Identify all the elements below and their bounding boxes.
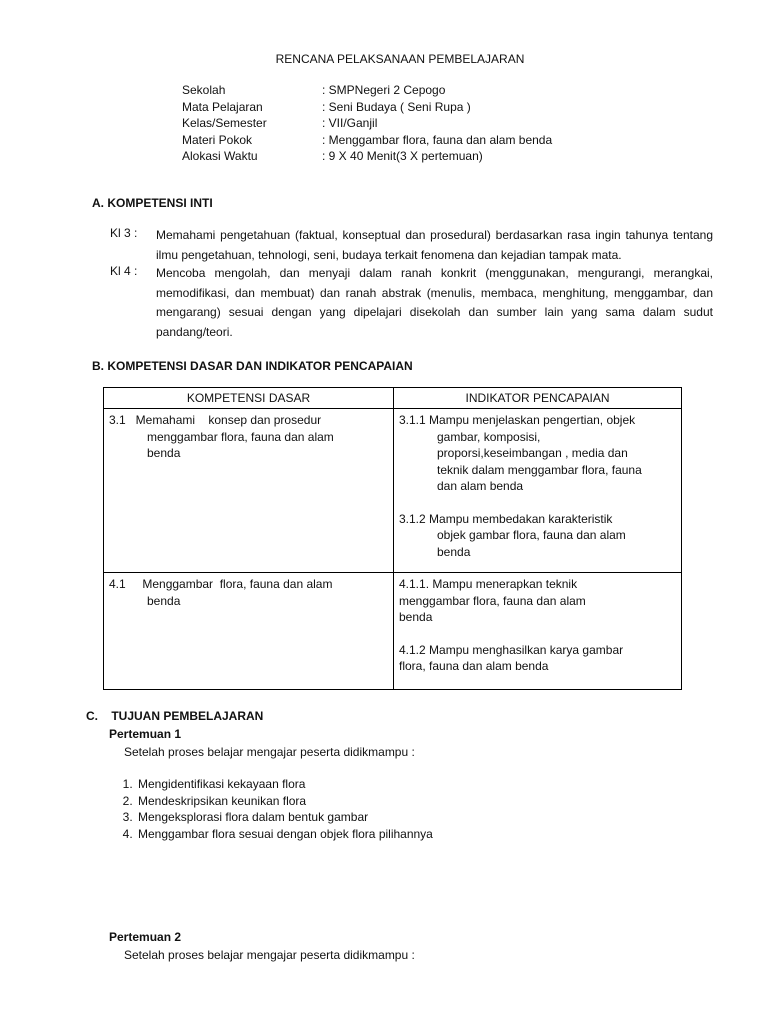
identity-label-school: Sekolah [182, 83, 226, 97]
identity-value-time: : 9 X 40 Menit(3 X pertemuan) [322, 149, 483, 163]
identity-value-subject: : Seni Budaya ( Seni Rupa ) [322, 99, 471, 114]
indicator-line: proporsi,keseimbangan , media dan [437, 446, 628, 460]
indicator-line: objek gambar flora, fauna dan alam [437, 528, 626, 542]
identity-label-time: Alokasi Waktu [182, 149, 258, 163]
indicator-line: 3.1.1 Mampu menjelaskan pengertian, objek [399, 413, 636, 427]
meeting-2-label: Pertemuan 2 [109, 930, 182, 944]
table-row [104, 409, 682, 573]
list-item: 3. Mengeksplorasi flora dalam bentuk gambar [136, 809, 433, 826]
table-header-row [104, 388, 682, 409]
meeting-1-label: Pertemuan 1 [109, 727, 182, 741]
kd-line: benda [147, 446, 181, 460]
identity-value-topic: : Menggambar flora, fauna dan alam benda [322, 132, 553, 147]
indicator-cell [394, 573, 682, 690]
col-header-indicator: INDIKATOR PENCAPAIAN [394, 388, 682, 409]
indicator-line: 3.1.2 Mampu membedakan karakteristik [399, 511, 613, 526]
indicator-cell [394, 409, 682, 573]
ki3-text: Memahami pengetahuan (faktual, konseptual dan prosedural) berdasarkan rasa ingin tahunya tentang ilmu pengetahuan, tehnologi, seni, budaya terkait fenomena dan kejadian tampak mata. [156, 228, 713, 262]
identity-value-class: : VII/Ganjil [322, 116, 378, 130]
identity-label-subject: Mata Pelajaran [182, 99, 263, 114]
objectives-list [118, 776, 433, 842]
indicator-line: menggambar flora, fauna dan alam [399, 593, 586, 608]
kd-line: 4.1 Menggambar flora, fauna dan alam [109, 577, 333, 591]
indicator-line: dan alam benda [437, 479, 524, 493]
indicator-line: benda [399, 610, 433, 624]
competency-table [103, 387, 682, 690]
identity-value-school: : SMPNegeri 2 Cepogo [322, 83, 446, 97]
identity-label-topic: Materi Pokok [182, 132, 253, 147]
indicator-line: 4.1.2 Mampu menghasilkan karya gambar [399, 642, 624, 657]
kd-line: 3.1 Memahami konsep dan prosedur [109, 413, 322, 427]
indicator-line: benda [437, 544, 471, 559]
document-title: RENCANA PELAKSANAAN PEMBELAJARAN [275, 52, 525, 66]
identity-label-class: Kelas/Semester [182, 116, 267, 130]
meeting-1-intro: Setelah proses belajar mengajar peserta didikmampu : [124, 745, 415, 759]
ki4-text: Mencoba mengolah, dan menyaji dalam ranah konkrit (menggunakan, mengurangi, merangkai, memodifikasi, dan membuat) dan ranah abstrak (menulis, membaca, menghitung, menggambar, dan mengarang) sesuai dengan yang dipelajari disekolah dan sumber lain yang sama dalam sudut pandang/teori. [156, 266, 713, 339]
kd-cell [104, 573, 394, 690]
section-c-heading: C. TUJUAN PEMBELAJARAN [86, 709, 264, 723]
ki4-tag: Kl 4 : [110, 264, 138, 278]
list-item: 4. Menggambar flora sesuai dengan objek flora pilihannya [136, 826, 433, 843]
indicator-line: gambar, komposisi, [437, 429, 541, 444]
kd-line: benda [147, 593, 181, 608]
kd-cell [104, 409, 394, 573]
indicator-line: teknik dalam menggambar flora, fauna [437, 462, 642, 477]
col-header-kd: KOMPETENSI DASAR [104, 388, 394, 409]
table-row [104, 573, 682, 690]
section-b-heading: B. KOMPETENSI DASAR DAN INDIKATOR PENCAPAIAN [92, 359, 413, 373]
kd-line: menggambar flora, fauna dan alam [147, 429, 334, 444]
list-item: 1. Mengidentifikasi kekayaan flora [136, 776, 433, 793]
ki3-tag: Kl 3 : [110, 226, 138, 240]
section-a-heading: A. KOMPETENSI INTI [92, 196, 213, 210]
list-item: 2. Mendeskripsikan keunikan flora [136, 793, 433, 810]
indicator-line: flora, fauna dan alam benda [399, 659, 549, 673]
indicator-line: 4.1.1. Mampu menerapkan teknik [399, 577, 578, 591]
meeting-2-intro: Setelah proses belajar mengajar peserta didikmampu : [124, 948, 415, 962]
